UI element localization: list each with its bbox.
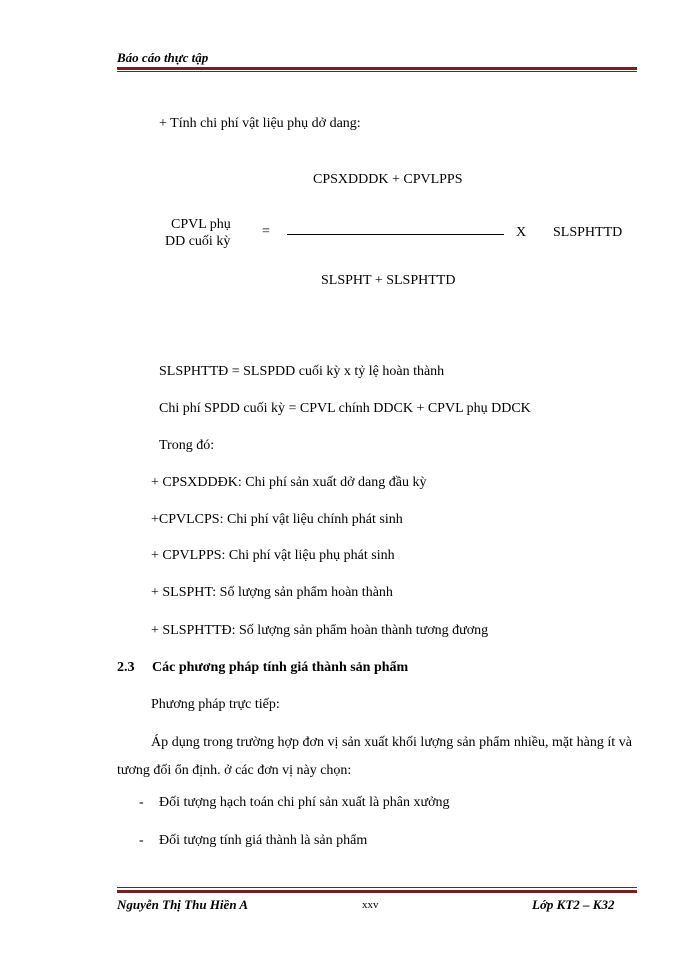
line-slsphttd: SLSPHTTĐ = SLSPDD cuối kỳ x tỷ lệ hoàn thành [159, 364, 445, 379]
line-def-cpvlcps: +CPVLCPS: Chi phí vật liệu chính phát sinh [151, 512, 403, 527]
line-def-cpvlpps: + CPVLPPS: Chi phí vật liệu phụ phát sinh [151, 548, 395, 563]
line-def-slsphttd: + SLSPHTTĐ: Số lượng sản phẩm hoàn thành tương đương [151, 623, 489, 638]
fraction-bar [287, 234, 504, 235]
formula-factor: SLSPHTTD [553, 225, 623, 240]
footer-page-number: xxv [362, 899, 379, 911]
footer-class: Lớp KT2 – K32 [532, 897, 615, 912]
header-title: Báo cáo thực tập [117, 50, 209, 65]
section-title: Các phương pháp tính giá thành sản phẩm [152, 660, 409, 675]
section-number: 2.3 [117, 660, 135, 675]
bullet-mark-2: - [139, 833, 144, 848]
line-trong-do: Trong đó: [159, 438, 215, 453]
formula-times: X [516, 225, 527, 240]
method-paragraph: Áp dụng trong trường hợp đơn vị sản xuất khối lượng sản phẩm nhiều, mặt hàng ít và tương đối ổn định. ở các đơn vị này chọn: [117, 735, 632, 778]
footer-rule-thin [117, 887, 637, 888]
footer-rule-thick [117, 890, 637, 893]
formula-equals: = [262, 224, 270, 239]
line-def-slspht: + SLSPHT: Số lượng sản phẩm hoàn thành [151, 585, 393, 600]
formula-intro: + Tính chi phí vật liệu phụ dở dang: [159, 116, 361, 131]
header-rule-thin [117, 71, 637, 72]
bullet-item-1: Đối tượng hạch toán chi phí sản xuất là phân xưởng [159, 795, 450, 810]
line-def-cpsxdddk: + CPSXDDĐK: Chi phí sản xuất dở dang đầu kỳ [151, 475, 427, 490]
formula-lhs-line2: DD cuối kỳ [165, 234, 231, 249]
footer-author: Nguyễn Thị Thu Hiền A [117, 897, 248, 912]
formula-denominator: SLSPHT + SLSPHTTD [321, 273, 456, 288]
header-rule-thick [117, 67, 637, 70]
bullet-item-2: Đối tượng tính giá thành là sản phẩm [159, 833, 368, 848]
formula-lhs-line1: CPVL phụ [171, 217, 231, 232]
bullet-mark-1: - [139, 795, 144, 810]
method-label: Phương pháp trực tiếp: [151, 697, 280, 712]
line-spdd-cost: Chi phí SPDD cuối kỳ = CPVL chính DDCK + CPVL phụ DDCK [159, 401, 531, 416]
formula-numerator: CPSXDDDK + CPVLPPS [313, 172, 463, 187]
